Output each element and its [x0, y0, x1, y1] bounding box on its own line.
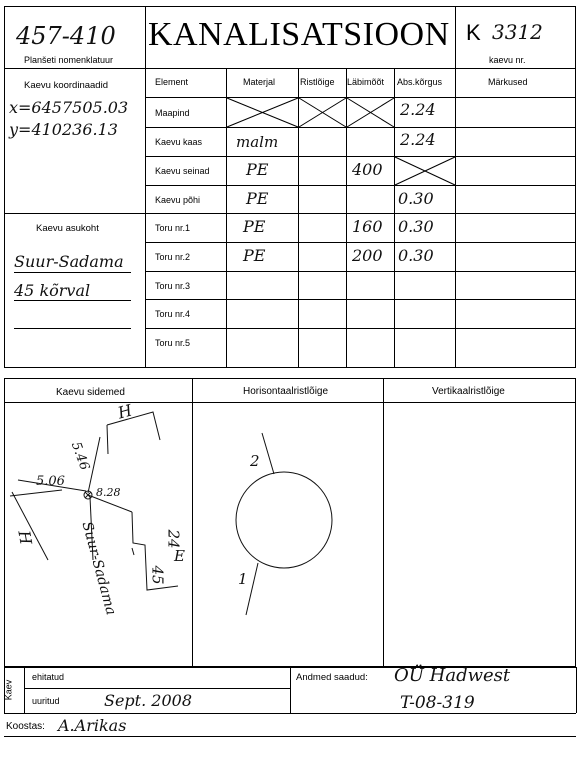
well-label: kaevu nr. [489, 55, 526, 65]
surveyed-label: uuritud [32, 696, 60, 706]
author-label: Koostas: [6, 721, 45, 732]
col-header-diameter: Läbimõõt [347, 77, 385, 87]
row-element-label: Toru nr.4 [155, 309, 191, 319]
author-value: A.Arikas [58, 716, 127, 735]
cell-abs-value: 2.24 [400, 130, 436, 149]
cell-material-value: PE [246, 160, 269, 179]
dimension-506: 5.06 [36, 474, 65, 489]
house-e-label: E [174, 547, 185, 565]
footer-bottom-line [4, 713, 576, 714]
data-from-code: T-08-319 [400, 693, 475, 713]
location-line2: 45 kõrval [14, 281, 91, 300]
footer-side-divider [24, 667, 25, 713]
cell-material-value: PE [243, 217, 266, 236]
surveyed-value: Sept. 2008 [104, 691, 192, 710]
pipe-2-label: 2 [250, 452, 260, 470]
nomenclature-value: 457-410 [16, 22, 116, 50]
author-underline [4, 736, 576, 737]
row-element-label: Kaevu kaas [155, 137, 203, 147]
street-name: Suur-Sadama [78, 520, 119, 617]
house-left-label: H [14, 528, 36, 547]
nomenclature-label: Planšeti nomenklatuur [24, 55, 114, 65]
cell-material-value: malm [236, 133, 279, 151]
house-45-label: 45 [148, 565, 167, 585]
footer-side-label: Kaev [3, 679, 14, 701]
col-header-cross: Ristlõige [300, 77, 335, 87]
links-label: Kaevu sidemed [56, 387, 125, 398]
cell-abs-value: 0.30 [398, 217, 434, 236]
row-element-label: Toru nr.5 [155, 338, 191, 348]
dimension-546: 5.46 [67, 440, 92, 473]
cell-diameter-value: 400 [352, 160, 383, 179]
cell-abs-value: 0.30 [398, 189, 434, 208]
row-element-label: Kaevu seinad [155, 166, 210, 176]
footer-middle-divider [290, 667, 291, 713]
cell-diameter-value: 160 [352, 217, 383, 236]
cell-material-value: PE [246, 189, 269, 208]
house-24-label: 24 [164, 529, 183, 549]
dimension-828: 8.28 [96, 486, 121, 499]
location-label: Kaevu asukoht [36, 223, 99, 234]
cell-material-value: PE [243, 246, 266, 265]
page-title: KANALISATSIOON [148, 16, 450, 53]
well-prefix: K [466, 20, 481, 45]
row-element-label: Toru nr.3 [155, 281, 191, 291]
data-from-label: Andmed saadud: [296, 672, 368, 683]
cell-diameter-value: 200 [352, 246, 383, 265]
row-element-label: Toru nr.1 [155, 223, 191, 233]
built-label: ehitatud [32, 672, 65, 682]
cell-abs-value: 0.30 [398, 246, 434, 265]
col-header-abs: Abs.kõrgus [397, 77, 443, 87]
coords-label: Kaevu koordinaadid [24, 80, 108, 91]
col-header-material: Materjal [243, 77, 276, 87]
house-h-label: H [115, 400, 135, 423]
vertical-section-label: Vertikaalristlõige [432, 386, 505, 397]
horizontal-section-label: Horisontaalristlõige [243, 386, 329, 397]
coord-y: y=410236.13 [9, 120, 118, 139]
coord-x: x=6457505.03 [9, 98, 129, 117]
col-header-element: Element [155, 77, 189, 87]
footer-row-line [24, 688, 290, 689]
footer-right-edge [576, 667, 577, 713]
well-number: 3312 [492, 20, 543, 44]
pipe-1-label: 1 [238, 570, 248, 588]
row-element-label: Kaevu põhi [155, 195, 201, 205]
col-header-notes: Märkused [488, 77, 528, 87]
cell-abs-value: 2.24 [400, 100, 436, 119]
row-element-label: Maapind [155, 108, 190, 118]
location-line1: Suur-Sadama [14, 252, 124, 271]
row-element-label: Toru nr.2 [155, 252, 191, 262]
data-from-value: OÜ Hadwest [394, 665, 511, 686]
